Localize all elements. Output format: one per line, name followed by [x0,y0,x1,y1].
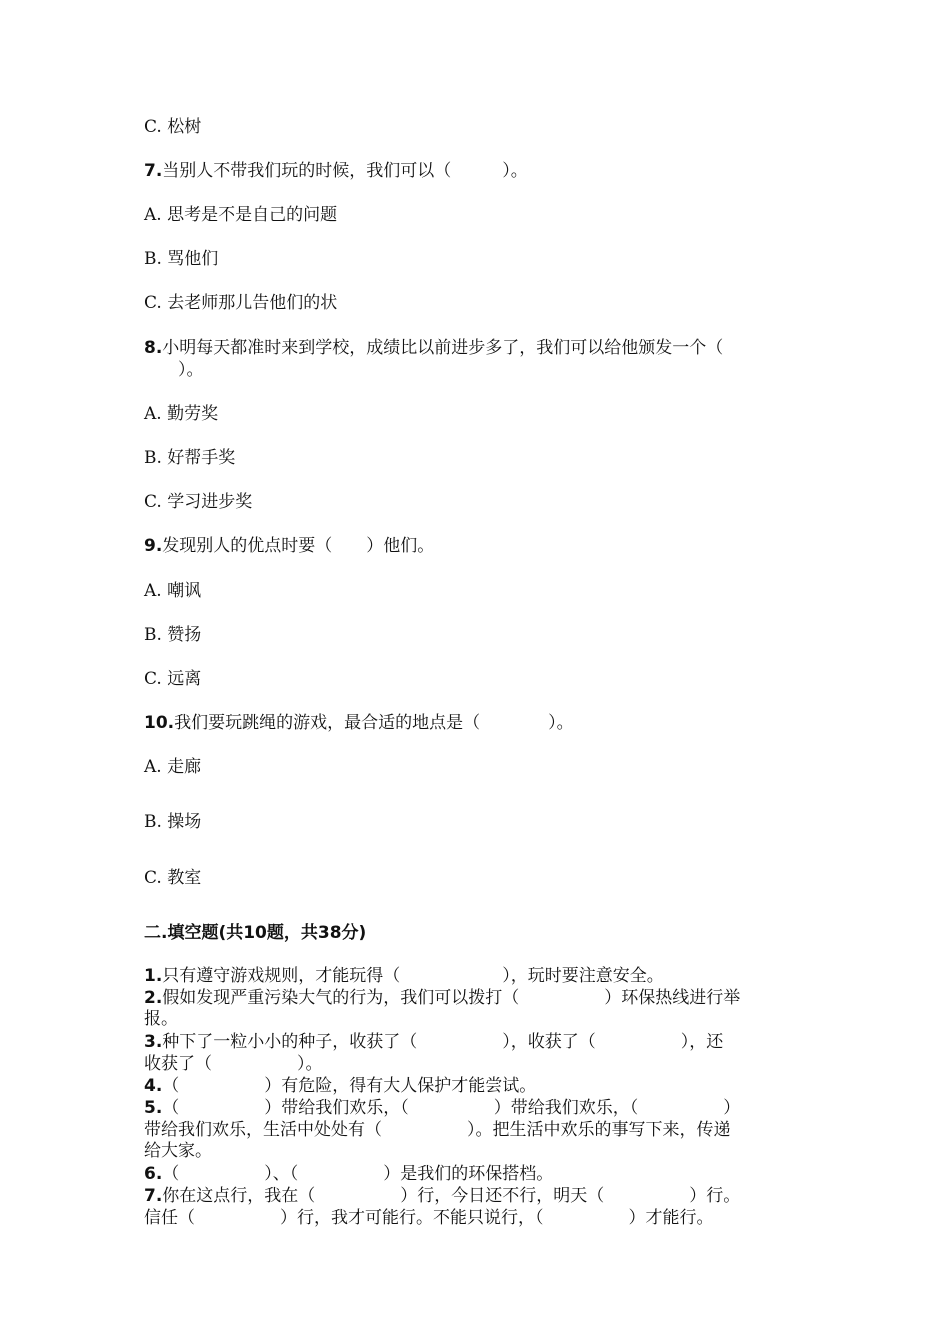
q10-text: 我们要玩跳绳的游戏，最合适的地点是（ ）。 [174,713,574,733]
fill-text: 收获了（ ）。 [144,1054,323,1074]
fill-text: 你在这点行，我在（ ）行，今日还不行，明天（ ）行。 [162,1186,741,1206]
q7-option-b: B. 骂他们 [144,249,219,269]
fill-number: 3. [144,1032,163,1052]
fill-text: （ ）带给我们欢乐，（ ）带给我们欢乐，（ ） [162,1098,741,1118]
q9-stem [144,535,434,557]
q7-stem [144,160,528,182]
q8-text-line2: ）。 [144,360,204,380]
fill-text: 种下了一粒小小的种子，收获了（ ），收获了（ ），还 [162,1032,724,1052]
q8-option-b: B. 好帮手奖 [144,448,236,468]
q9-option-b: B. 赞扬 [144,625,202,645]
q8-option-c: C. 学习进步奖 [144,492,253,512]
fill-number: 1. [144,966,163,986]
section-title-fill-in: 二.填空题(共10题，共38分) [144,923,367,943]
fill-text: （ ）有危险，得有大人保护才能尝试。 [162,1076,537,1096]
fill-text: 只有遵守游戏规则，才能玩得（ ），玩时要注意安全。 [162,966,664,986]
fill-line [144,1054,323,1075]
fill-text: 报。 [144,1009,178,1029]
q10-number: 10. [144,713,175,733]
q6-option-c: C. 松树 [144,117,202,137]
fill-line [144,1098,740,1119]
fill-line [144,1208,714,1229]
fill-number: 7. [144,1186,163,1206]
q7-option-c: C. 去老师那儿告他们的状 [144,293,338,313]
fill-text: 假如发现严重污染大气的行为，我们可以拨打（ ）环保热线进行举 [162,988,741,1008]
q8-number: 8. [144,338,163,358]
q10-stem [144,712,574,734]
fill-line [144,1076,536,1097]
fill-text: 带给我们欢乐，生活中处处有（ ）。把生活中欢乐的事写下来，传递 [144,1120,731,1140]
fill-text: 给大家。 [144,1141,212,1161]
q7-text: 当别人不带我们玩的时候，我们可以（ ）。 [162,161,528,181]
fill-text: 信任（ ）行，我才可能行。不能只说行，（ ）才能行。 [144,1208,714,1228]
fill-line [144,1032,723,1053]
q8-text-line1: 小明每天都准时来到学校，成绩比以前进步多了，我们可以给他颁发一个（ [162,338,724,358]
q9-number: 9. [144,536,163,556]
fill-line [144,966,664,987]
fill-number: 2. [144,988,163,1008]
q9-option-a: A. 嘲讽 [144,581,202,601]
q10-option-c: C. 教室 [144,868,202,888]
fill-number: 5. [144,1098,163,1118]
q9-text: 发现别人的优点时要（ ）他们。 [162,536,435,556]
q9-option-c: C. 远离 [144,669,202,689]
fill-number: 4. [144,1076,163,1096]
fill-text: （ ）、（ ）是我们的环保搭档。 [162,1164,554,1184]
fill-line [144,1164,553,1185]
q7-number: 7. [144,161,163,181]
q7-option-a: A. 思考是不是自己的问题 [144,205,338,225]
q8-option-a: A. 勤劳奖 [144,404,219,424]
fill-line [144,1186,740,1207]
q10-option-a: A. 走廊 [144,757,202,777]
fill-line [144,1009,178,1030]
fill-line [144,988,740,1009]
q10-option-b: B. 操场 [144,812,202,832]
fill-number: 6. [144,1164,163,1184]
fill-line [144,1141,212,1162]
fill-line [144,1120,731,1141]
q8-stem [144,337,723,359]
